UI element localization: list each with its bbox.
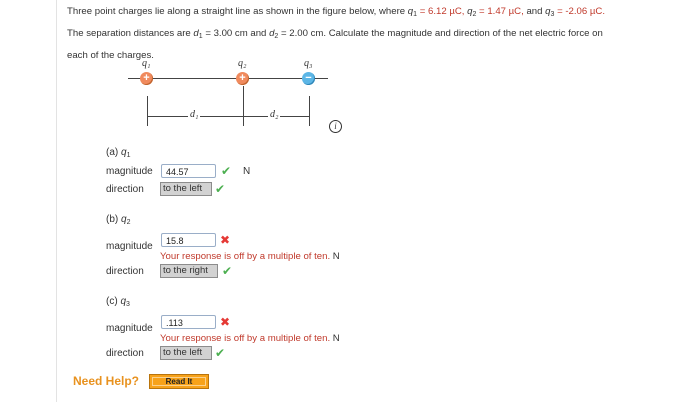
d2-figure-label: d₂ — [270, 109, 279, 120]
dim-tick-q3 — [309, 96, 310, 126]
part-b-magnitude-label: magnitude — [106, 241, 153, 252]
left-divider — [56, 0, 57, 402]
part-b-magnitude-input[interactable]: 15.8 — [161, 233, 216, 247]
part-a-direction-label: direction — [106, 184, 144, 195]
read-it-button[interactable]: Read It — [149, 374, 209, 389]
part-c-direction-label: direction — [106, 348, 144, 359]
problem-line-1: Three point charges lie along a straight line as shown in the figure below, where $q_1 = 6.12$ µC, $q_2 = 1.47$ µC, and $q_3 = -2.06$ µC. — [67, 6, 605, 18]
check-icon: ✔ — [215, 182, 226, 196]
charge-q3-negative: − — [302, 72, 315, 85]
part-b-label: (b) $q_2$ — [106, 214, 131, 226]
part-b-unit: N — [332, 251, 340, 262]
part-c-label: (c) $q_3$ — [106, 296, 130, 308]
q1-figure-label: q₁ — [142, 58, 151, 69]
q3-value: = -2.06 µC. — [557, 6, 605, 17]
d2-value: = 2.00 cm. Calculate the magnitude and direction of the net electric force on — [281, 28, 603, 39]
part-c-feedback: Your response is off by a multiple of ten. N — [160, 333, 340, 344]
problem-line-2: The separation distances are $d_1 = 3.00$ cm and $d_2 = 2.00$ cm. Calculate the magnitude and direction of the net electric force on — [67, 28, 603, 40]
problem-statement — [67, 2, 697, 65]
charge-q2-positive: + — [236, 72, 249, 85]
check-icon: ✔ — [221, 164, 232, 178]
charges-figure — [118, 58, 358, 138]
q3-figure-label: q₃ — [304, 58, 313, 69]
cross-icon: ✖ — [220, 233, 231, 247]
part-a-magnitude-label: magnitude — [106, 166, 153, 177]
dim-tick-q2 — [243, 86, 244, 126]
charge-q1-positive: + — [140, 72, 153, 85]
part-c-magnitude-input[interactable]: .113 — [161, 315, 216, 329]
part-c-unit: N — [332, 333, 340, 344]
check-icon: ✔ — [222, 264, 233, 278]
cross-icon: ✖ — [220, 315, 231, 329]
part-a-label: (a) $q_1$ — [106, 147, 131, 159]
check-icon: ✔ — [215, 346, 226, 360]
q1-value: = 6.12 µC, — [419, 6, 465, 17]
part-a-direction-select[interactable]: to the left — [160, 182, 212, 196]
part-b-direction-select[interactable]: to the right — [160, 264, 218, 278]
problem-line-3: each of the charges. — [67, 50, 154, 61]
part-b-direction-label: direction — [106, 266, 144, 277]
part-c-direction-select[interactable]: to the left — [160, 346, 212, 360]
part-a-unit: N — [243, 166, 251, 177]
q2-value: = 1.47 µC, — [479, 6, 524, 17]
q2-figure-label: q₂ — [238, 58, 247, 69]
part-c-magnitude-label: magnitude — [106, 323, 153, 334]
dim-tick-q1 — [147, 96, 148, 126]
part-a-magnitude-input[interactable]: 44.57 — [161, 164, 216, 178]
need-help-label: Need Help? — [73, 374, 140, 388]
d1-value: = 3.00 cm and — [205, 28, 267, 39]
info-icon[interactable]: i — [329, 120, 342, 133]
d1-figure-label: d₁ — [190, 109, 199, 120]
part-b-feedback: Your response is off by a multiple of ten. N — [160, 251, 340, 262]
charge-line — [128, 78, 328, 79]
